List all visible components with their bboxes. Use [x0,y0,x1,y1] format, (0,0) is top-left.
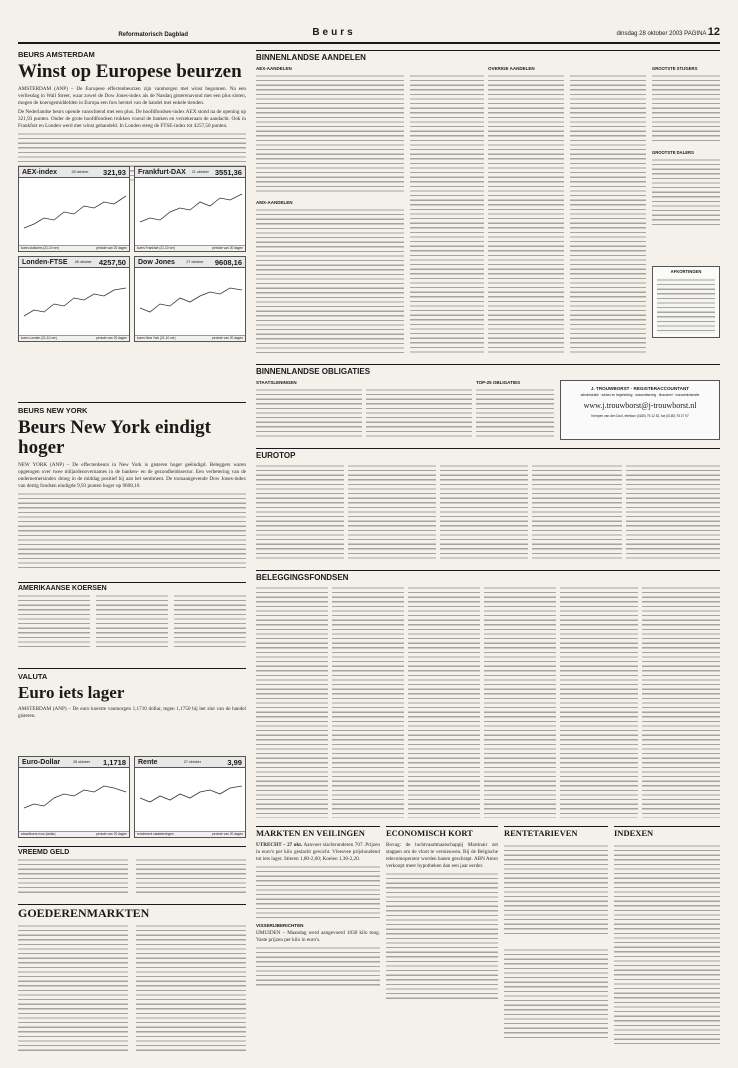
amsterdam-kicker: BEURS AMSTERDAM [18,50,95,59]
rente-chart-date: 27 oktober [183,760,201,764]
beleggingsfondsen-title: BELEGGINGSFONDSEN [256,570,720,582]
top25-table [476,388,554,438]
rentetarieven-title: RENTETARIEVEN [504,826,608,838]
paper-name: Reformatorisch Dagblad [118,32,188,38]
grootste-dalers-title: GROOTSTE DALERS [652,150,694,155]
binnenlandse-aandelen-title: BINNENLANDSE AANDELEN [256,50,720,62]
amerikaanse-koersen-title: AMERIKAANSE KOERSEN [18,582,246,592]
afkortingen-list [657,278,715,334]
amsterdam-lead: AMSTERDAM (ANP) – De Europese effectenbeurzen zijn vanmorgen met winst begonnen. Na een verliesdag in Wall Street, waar zowel de Dow Jones-index als de Nasdaq gisterenavond met een plus sloten, mogen de koersgemiddelden in Europa een fors herstel van de handel met enkele tienden. [18,85,246,106]
ftse-foot-right: periode van 20 dagen [96,336,127,340]
economisch-kort [386,826,498,1054]
dow-chart-date: 27 oktober [186,260,204,264]
overige-aandelen [488,66,648,358]
rentetarieven-table-1 [504,844,608,934]
amsterdam-body: De Nederlandse beurs opende vanochtend met een plus. De hoofdfondsen-index AEX stond na de opening op 321,93 punten. Onder de grote hoofdfondsen trokken vooral de banken en verzekeraars de aandacht. Ook in Frankfurt en Londen werd met winst gehandeld. In Londen steeg de FTSE-index tot 4257,50 punten. [18,108,246,129]
trouwborst-advertisement [560,380,720,440]
newyork-headline: Beurs New York eindigt hoger [18,417,211,458]
top25-title: TOP-25 OBLIGATIES [476,380,521,385]
aex-aandelen-table [256,74,404,192]
ftse-chart-name: Londen-FTSE [22,258,68,266]
dow-foot-left: koers New York (21-10 ver) [137,336,176,340]
ftse-foot-left: koers Londen (21-10 ver) [21,336,57,340]
markten-dateline: UTRECHT – 27 okt. [256,841,303,848]
left-column [18,50,246,184]
newyork-kicker: BEURS NEW YORK [18,406,88,415]
dax-chart-date: 21 oktober [191,170,209,174]
euro-chart [18,756,130,838]
rentetarieven-table-2 [504,948,608,1038]
newyork-article [18,402,246,570]
amx-aandelen-title: AMX-AANDELEN [256,200,293,205]
vreemd-geld [18,846,246,898]
dow-chart-plot [135,268,247,337]
rente-chart-plot [135,768,247,833]
ftse-chart-plot [19,268,131,337]
stijgers-table [652,74,720,144]
fondsen-table-1 [256,586,328,818]
rente-foot-left: rendement staatsleningen [137,832,174,836]
dalers-table [652,158,720,228]
dow-foot-right: periode van 20 dagen [212,336,243,340]
amerikaanse-koersen [18,582,246,650]
ad-company: J. TROUWBORST · REGISTERACCOUNTANT [590,386,690,391]
vreemd-geld-table-2 [136,858,246,896]
afkortingen-title: AFKORTINGEN [670,269,702,274]
economisch-kort-title: ECONOMISCH KORT [386,826,498,838]
aex-chart-plot [19,178,131,247]
masthead [18,14,720,44]
economisch-kort-continued [386,872,498,1002]
euro-line [24,786,126,808]
aex-aandelen [256,66,404,194]
aandelen-table-2 [410,74,484,356]
valuta-article [18,668,246,720]
ftse-chart-value: 4257,50 [98,257,126,267]
eurotop-table-2 [348,464,436,562]
indexen [614,826,720,1054]
dax-foot-left: koers Frankfurt (21-10 ver) [137,246,175,250]
euro-chart-value: 1,1718 [103,757,126,767]
afkortingen-box [652,266,720,338]
aex-chart-date: 28 oktober [71,170,89,174]
dow-chart-value: 9608,16 [214,257,242,267]
newyork-body-continued [18,492,246,570]
eurotop-title: EUROTOP [256,448,720,460]
dax-chart [134,166,246,252]
rente-chart-value: 3,99 [227,757,242,767]
aex-chart-name: AEX-index [22,168,58,176]
visserij-body: IJMUIDEN – Maandag werd aangevoerd 1030 kilo tong. Vaste prijzen per kilo in euro's. [256,929,380,943]
staatsleningen-table-1 [256,388,362,438]
section-title: Beurs [312,27,356,38]
rente-chart-name: Rente [138,758,158,766]
obligaties-title: BINNENLANDSE OBLIGATIES [256,364,720,376]
rente-line [140,786,242,802]
beleggingsfondsen [256,570,720,582]
visserij-title: VISSERIJBERICHTEN [256,922,304,928]
page-number: 12 [707,26,720,38]
dax-chart-name: Frankfurt-DAX [138,168,186,176]
fondsen-table-2 [332,586,404,818]
eurotop [256,448,720,460]
euro-foot-right: periode van 20 dagen [96,832,127,836]
fondsen-table-6 [642,586,720,818]
aex-foot-right: periode van 20 dagen [96,246,127,250]
markten-body: Aanvoer slachtrunderen 707. Prijzen in euro's per kilo geslacht gewicht. Vleesvee prijshoudend tot iets lager. Stieren 1,80-2,60; Koeien 1,30-2,20. [256,841,380,862]
ftse-chart [18,256,130,342]
vreemd-geld-title: VREEMD GELD [18,846,246,856]
goederen-table-2 [136,924,246,1052]
valuta-body: AMSTERDAM (ANP) – De euro koerste vanmorgen 1,1710 dollar, tegen 1,1750 bij het slot van de handel gisteren. [18,705,246,719]
eurotop-table-5 [626,464,720,562]
dax-chart-value: 3551,36 [214,167,242,177]
us-table-1 [18,594,90,648]
euro-chart-date: 28 oktober [73,760,91,764]
aex-chart [18,166,130,252]
binnenlandse-obligaties [256,364,720,376]
vreemd-geld-table [18,858,128,896]
dax-line [140,194,242,222]
euro-foot-left: wisselkoers euro (dollar) [21,832,56,836]
fondsen-table-4 [484,586,556,818]
rentetarieven [504,826,608,1054]
dow-chart-name: Dow Jones [138,258,175,266]
markten-body-continued [256,865,380,919]
eurotop-table-1 [256,464,344,562]
aandelen-col-2 [410,66,484,358]
newspaper-page [18,14,720,1054]
aex-foot-left: koers slotkoers (21-10 ver) [21,246,59,250]
ad-address: Kempen van den Dool, telefoon (0180) 75 12 52, fax (0180) 75 27 97 [591,414,689,418]
ftse-line [24,288,126,316]
goederen-table-1 [18,924,128,1052]
grootste-stijgers-title: GROOTSTE STIJGERS [652,66,698,71]
goederenmarkten [18,904,246,1054]
dax-chart-plot [135,178,247,247]
amx-aandelen [256,200,404,358]
markten-veilingen [256,826,380,1054]
aex-line [24,196,126,228]
stijgers-dalers [652,66,720,358]
issue-date: dinsdag 28 oktober 2003 [616,31,683,37]
staatsleningen-table-2 [366,388,472,438]
amx-aandelen-table [256,208,404,356]
ftse-chart-date: 28 oktober [74,260,92,264]
euro-chart-name: Euro-Dollar [22,758,61,766]
ad-url[interactable]: www.j.trouwborst@j-trouwborst.nl [583,401,697,410]
us-table-2 [96,594,168,648]
visserij-body-continued [256,946,380,986]
eurotop-table-3 [440,464,528,562]
newyork-body: NEW YORK (ANP) – De effectenbeurs in New York is gisteren hoger geëindigd. Beleggers waren opgetogen over twee miljardenovernames in de banken- en de gezondheidssector. Een verbetering van de ondernemersindex droeg in de middag positief bij aan het sentiment. De toonaangevende Dow Jones-index van dertig fondsen eindigde 9,93 punten hoger op 9608,16. [18,461,246,489]
aex-aandelen-title: AEX-AANDELEN [256,66,292,71]
aex-chart-value: 321,93 [103,167,126,177]
fondsen-table-3 [408,586,480,818]
us-table-3 [174,594,246,648]
date-line [480,26,720,38]
dow-chart [134,256,246,342]
page-label: PAGINA [684,31,707,37]
euro-chart-plot [19,768,131,833]
valuta-kicker: VALUTA [18,672,48,681]
economisch-kort-body: Bovag: de luchtvaartmaatschappij Martinair zet stappen om de vloot te vernieuwen. Bij de Belgische telecomoperator worden banen geschrapt. ABN Amro verkoopt meer hypotheken dan een jaar eerder. [386,841,498,869]
binnenlandse-aandelen [256,50,720,62]
staatsleningen [256,380,472,440]
goederenmarkten-title: GOEDERENMARKTEN [18,904,246,920]
overige-aandelen-title: OVERIGE AANDELEN [488,66,535,71]
rente-chart [134,756,246,838]
staatsleningen-title: STAATSLENINGEN [256,380,297,385]
indexen-title: INDEXEN [614,826,720,838]
amsterdam-headline: Winst op Europese beurzen [18,61,242,82]
indexen-table [614,844,720,1044]
dax-foot-right: periode van 20 dagen [212,246,243,250]
valuta-headline: Euro iets lager [18,683,125,702]
dow-line [140,288,242,312]
eurotop-table-4 [532,464,622,562]
fondsen-table-5 [560,586,638,818]
rente-foot-right: periode van 20 dagen [212,832,243,836]
top25-obligaties [476,380,554,440]
overige-table-1 [488,74,564,356]
overige-table-2 [570,74,646,356]
markten-title: MARKTEN EN VEILINGEN [256,826,380,838]
ad-tagline: administratie · advies en begeleiding · automatisering · financieel · loonadministratie [580,393,700,397]
